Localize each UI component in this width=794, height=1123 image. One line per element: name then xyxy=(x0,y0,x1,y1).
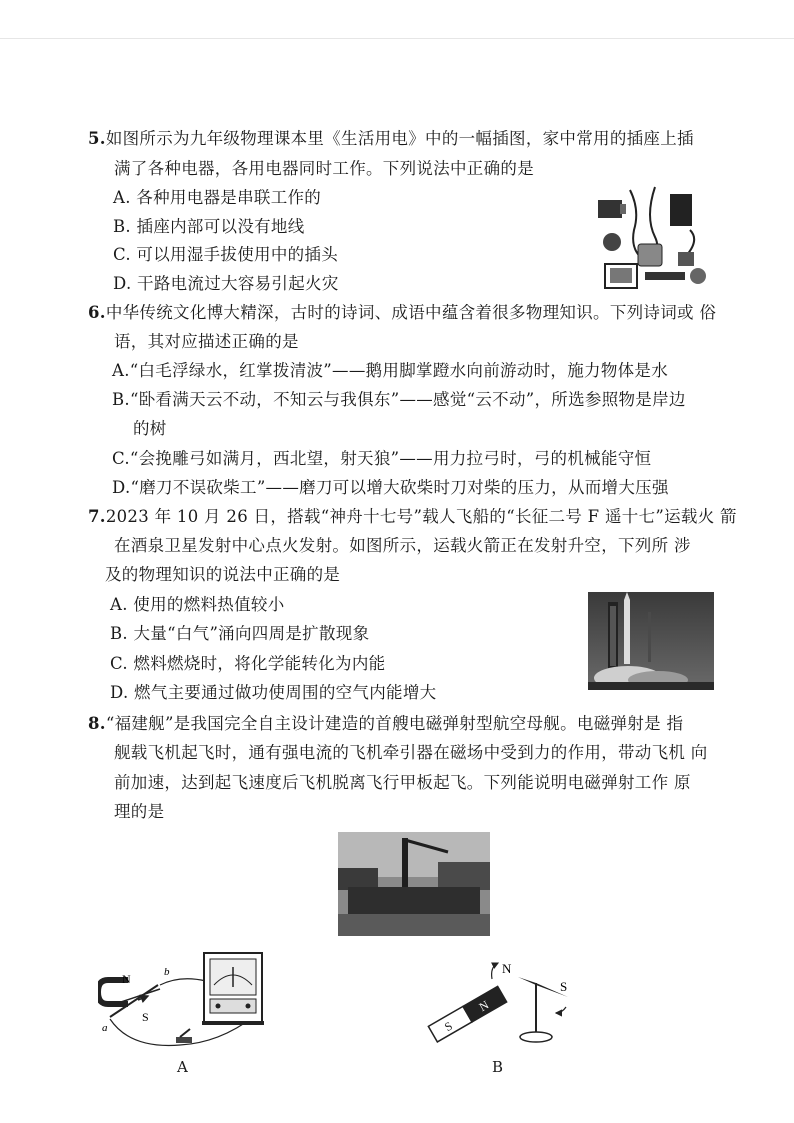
q5-option-c: C. 可以用湿手拔使用中的插头 xyxy=(113,245,339,264)
magnet-s-label: S xyxy=(142,1010,149,1024)
rocket-launch-photo xyxy=(588,592,714,690)
ship-hull-icon xyxy=(348,887,480,917)
q7-option-b: B. 大量“白气”涌向四周是扩散现象 xyxy=(110,624,370,643)
rocket-icon xyxy=(624,600,630,664)
q5-option-b: B. 插座内部可以没有地线 xyxy=(113,217,305,236)
q7-number: 7. xyxy=(88,507,106,526)
kettle-icon xyxy=(678,252,694,266)
q6-option-c: C.“会挽雕弓如满月，西北望，射天狼”——用力拉弓时，弓的机械能守恒 xyxy=(112,449,652,468)
figure-b-caption: B xyxy=(492,1058,504,1076)
q8-stem-line-3: 前加速，达到起飞速度后飞机脱离飞行甲板起飞。下列能说明电磁弹射工作 原 xyxy=(114,773,691,792)
q7-stem-line-3: 及的物理知识的说法中正确的是 xyxy=(105,565,341,584)
q6-stem-line-2: 语，其对应描述正确的是 xyxy=(114,332,299,351)
q5-number: 5. xyxy=(88,129,106,148)
q7-stem-line-1 xyxy=(88,506,737,528)
aircraft-carrier-photo xyxy=(338,832,490,936)
point-b-label: b xyxy=(164,966,170,978)
magnet-n-label: N xyxy=(122,972,131,986)
q8-stem-line-1 xyxy=(88,713,683,735)
q8-stem-line-2: 舰载飞机起飞时，通有强电流的飞机牵引器在磁场中受到力的作用，带动飞机 向 xyxy=(114,743,708,762)
q5-option-a: A. 各种用电器是串联工作的 xyxy=(113,188,322,207)
socket-strip-icon xyxy=(645,272,685,280)
q7-option-d: D. 燃气主要通过做功使周围的空气内能增大 xyxy=(110,683,437,702)
q6-number: 6. xyxy=(88,303,106,322)
point-a-label: a xyxy=(102,1022,108,1034)
crane-icon xyxy=(402,838,408,894)
q5-stem-line-1 xyxy=(88,128,694,150)
q5-option-d: D. 干路电流过大容易引起火灾 xyxy=(113,274,339,293)
q7-stem-line-2: 在酒泉卫星发射中心点火发射。如图所示，运载火箭正在发射升空，下列所 涉 xyxy=(114,536,691,555)
q6-option-b-cont: 的树 xyxy=(133,419,167,438)
q7-option-a: A. 使用的燃料热值较小 xyxy=(110,595,285,614)
figure-a-electromagnetic-induction xyxy=(98,945,273,1050)
power-strip-appliances-illustration xyxy=(590,182,715,292)
bar-magnet-s-label: S xyxy=(441,1018,455,1035)
q8-stem-1: “福建舰”是我国完全自主设计建造的首艘电磁弹射型航空母舰。电磁弹射是 指 xyxy=(105,714,684,733)
q6-option-b: B.“卧看满天云不动，不知云与我俱东”——感觉“云不动”，所选参照物是岸边 xyxy=(112,390,686,409)
fan-icon xyxy=(603,233,621,251)
figure-b-magnet-compass xyxy=(418,955,583,1050)
q7-option-c: C. 燃料燃烧时，将化学能转化为内能 xyxy=(110,654,386,673)
needle-s-label: S xyxy=(560,979,568,994)
q7-stem-1: 2023 年 10 月 26 日，搭载“神舟十七号”载人飞船的“长征二号 F 遥十七”运载火 箭 xyxy=(105,507,737,526)
bar-magnet-n-label: N xyxy=(476,997,492,1015)
q6-stem-line-1 xyxy=(88,302,716,324)
appliance-box-icon xyxy=(670,194,692,226)
q5-stem-line-2: 满了各种电器，各用电器同时工作。下列说法中正确的是 xyxy=(114,159,534,178)
page-top-rule xyxy=(0,38,794,39)
q8-number: 8. xyxy=(88,714,106,733)
q6-option-d: D.“磨刀不误砍柴工”——磨刀可以增大砍柴时刀对柴的压力，从而增大压强 xyxy=(112,478,669,497)
bar-magnet-icon xyxy=(428,986,506,1042)
q8-stem-line-4: 理的是 xyxy=(114,802,165,821)
figure-a-caption: A xyxy=(177,1058,188,1076)
needle-n-label: N xyxy=(502,961,512,976)
switch-icon xyxy=(176,1037,192,1043)
q6-option-a: A.“白毛浮绿水，红掌拨清波”——鹅用脚掌蹬水向前游动时，施力物体是水 xyxy=(112,361,669,380)
q6-stem-1: 中华传统文化博大精深，古时的诗词、成语中蕴含着很多物理知识。下列诗词或 俗 xyxy=(105,303,717,322)
speaker-icon xyxy=(598,200,622,218)
q5-stem-1: 如图所示为九年级物理课本里《生活用电》中的一幅插图，家中常用的插座上插 xyxy=(105,129,694,148)
